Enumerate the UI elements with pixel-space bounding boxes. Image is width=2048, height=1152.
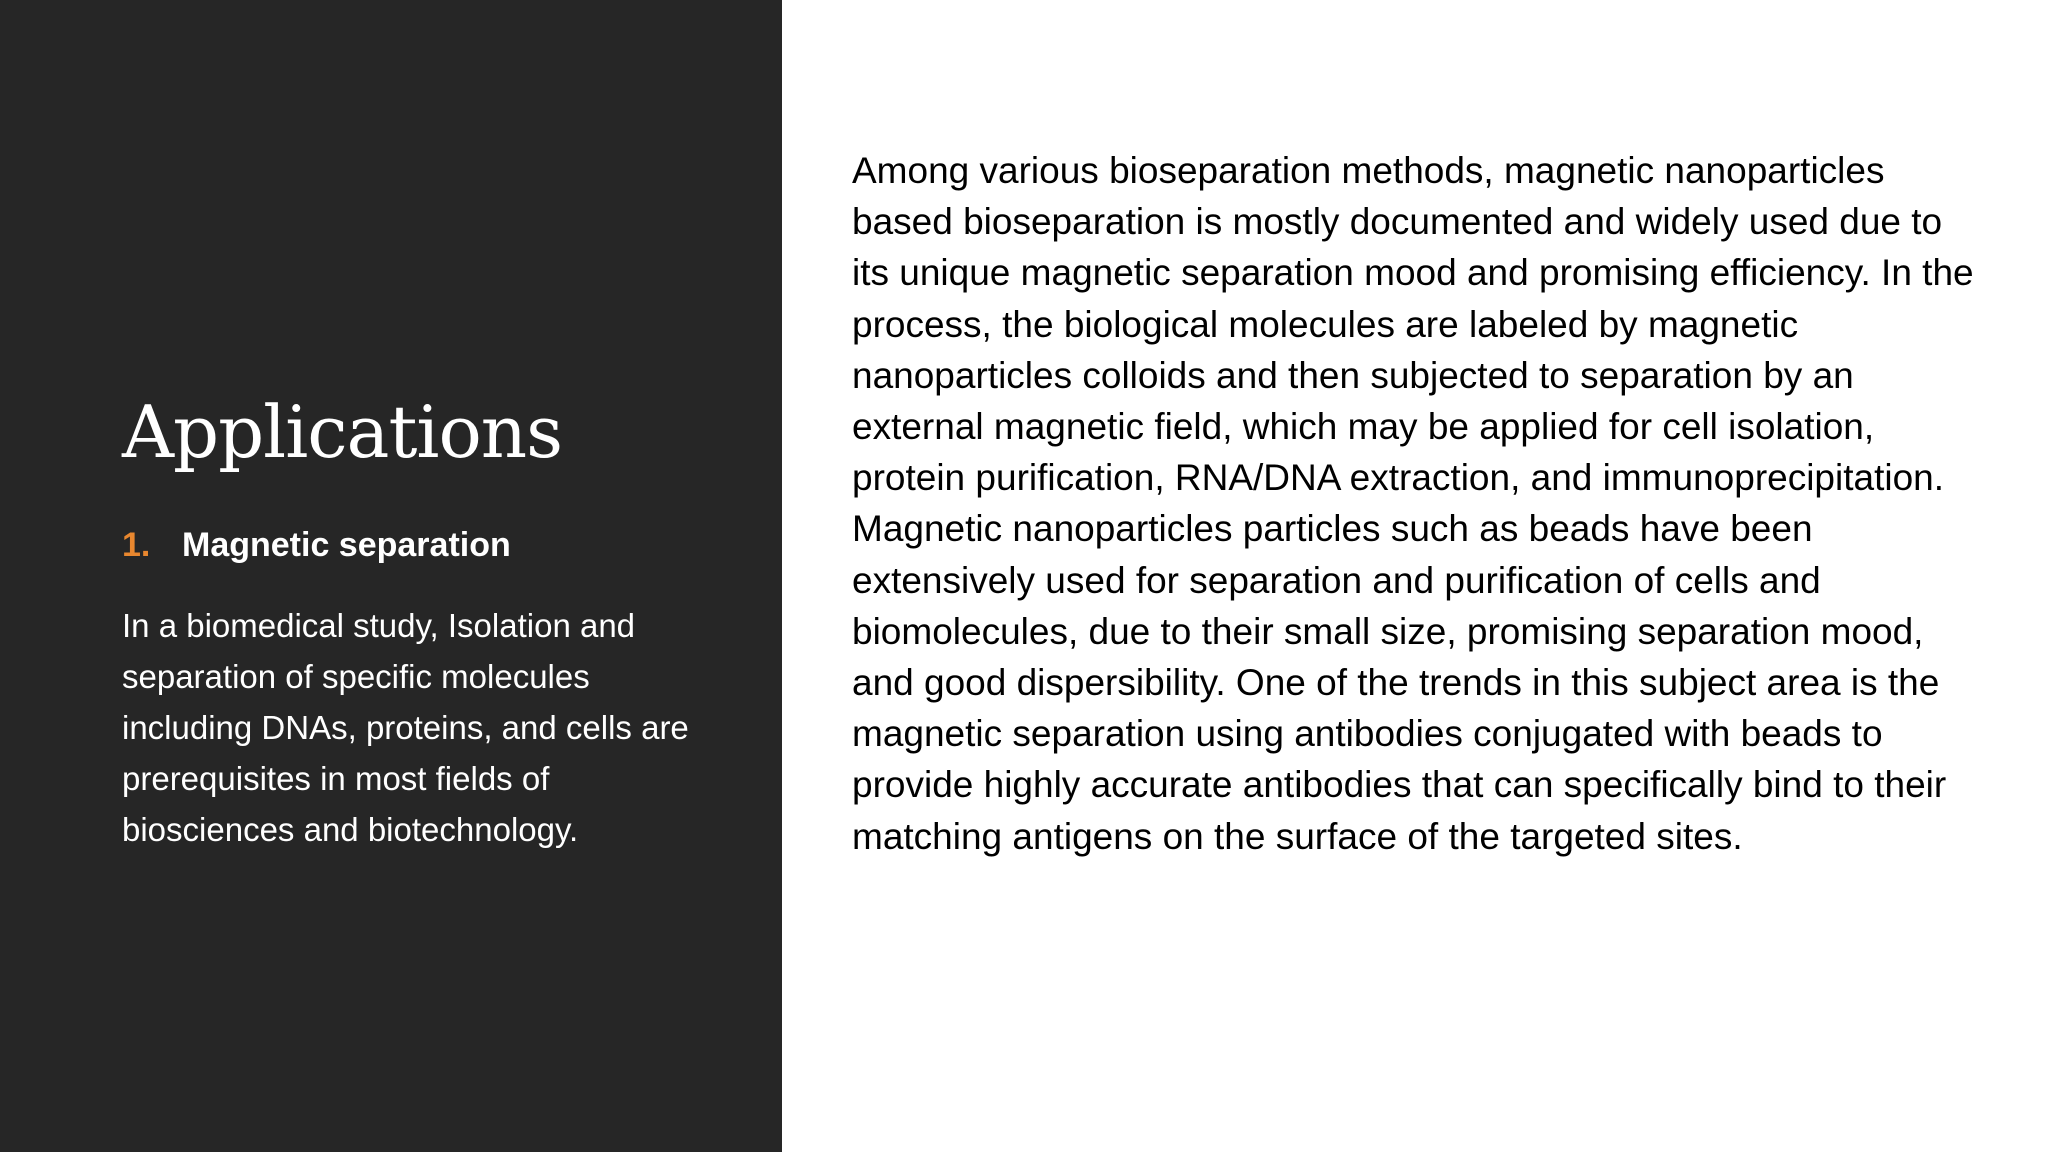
slide-title: Applications <box>122 390 563 474</box>
section-heading <box>122 522 511 568</box>
body-paragraph-1: Among various bioseparation methods, magnetic nanoparticles based bioseparation is mostly documented and widely used due to its unique magnetic separation mood and promising efficiency. In the process, the biological molecules are labeled by magnetic nanoparticles colloids and then subjected to separation by an external magnetic field, which may be applied for cell isolation, protein purification, RNA/DNA extraction, and immunoprecipitation. <box>852 150 1974 499</box>
body-paragraph-2: Magnetic nanoparticles particles such as beads have been extensively used for separation and purification of cells and biomolecules, due to their small size, promising separation mood, and good dispersibility. One of the trends in this subject area is the magnetic separation using antibodies conjugated with beads to provide highly accurate antibodies that can specifically bind to their matching antigens on the surface of the targeted sites. <box>852 508 1947 857</box>
section-heading-label: Magnetic separation <box>182 526 511 564</box>
intro-paragraph: In a biomedical study, Isolation and separation of specific molecules including DNAs, proteins, and cells are prerequisites in most fields of biosciences and biotechnology. <box>122 607 689 848</box>
body-text <box>852 145 1982 862</box>
left-panel <box>0 0 782 1152</box>
section-number: 1. <box>122 526 151 564</box>
